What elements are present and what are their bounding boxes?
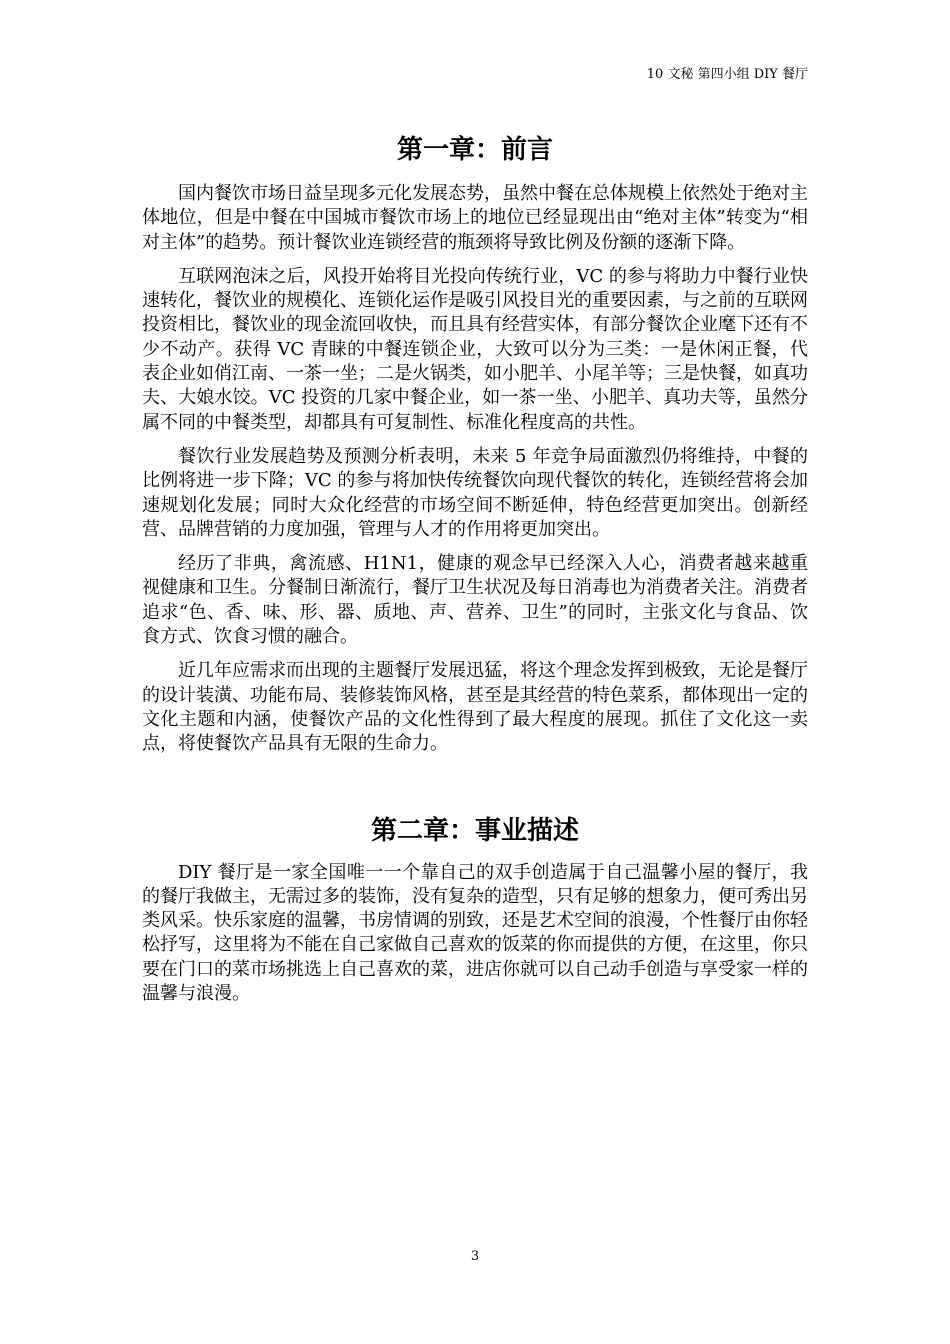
page-number: 3	[470, 1249, 480, 1264]
chapter-1-paragraph-4: 经历了非典，禽流感、H1N1，健康的观念早已经深入人心，消费者越来越重视健康和卫生。分餐制日渐流行，餐厅卫生状况及每日消毒也为消费者关注。消费者追求“色、香、味、形、器、质地、声、营养、卫生”的同时，主张文化与食品、饮食方式、饮食习惯的融合。	[142, 553, 808, 648]
chapter-1-paragraph-3: 餐饮行业发展趋势及预测分析表明，未来 5 年竞争局面激烈仍将维持，中餐的比例将进一步下降；VC 的参与将加快传统餐饮向现代餐饮的转化，连锁经营将会加速规划化发展；同时大众化经营的市场空间不断延伸，特色经营更加突出。创新经营、品牌营销的力度加强，管理与人才的作用将更加突出。	[142, 445, 808, 540]
chapter-1-paragraph-5: 近几年应需求而出现的主题餐厅发展迅猛，将这个理念发挥到极致，无论是餐厅的设计装潢、功能布局、装修装饰风格，甚至是其经营的特色菜系，都体现出一定的文化主题和内涵，使餐饮产品的文化性得到了最大程度的展现。抓住了文化这一卖点，将使餐饮产品具有无限的生命力。	[142, 660, 808, 755]
running-header: 10 文秘 第四小组 DIY 餐厅	[646, 67, 808, 82]
chapter-1-paragraph-2: 互联网泡沫之后，风投开始将目光投向传统行业，VC 的参与将助力中餐行业快速转化，餐饮业的规模化、连锁化运作是吸引风投目光的重要因素，与之前的互联网投资相比，餐饮业的现金流回收快，而且具有经营实体，有部分餐饮企业麾下还有不少不动产。获得 VC 青睐的中餐连锁企业，大致可以分为三类：一是休闲正餐，代表企业如俏江南、一茶一坐；二是火锅类，如小肥羊、小尾羊等；三是快餐，如真功夫、大娘水饺。VC 投资的几家中餐企业，如一茶一坐、小肥羊、真功夫等，虽然分属不同的中餐类型，却都具有可复制性、标准化程度高的共性。	[142, 265, 808, 433]
chapter-1-title: 第一章：前言	[396, 135, 553, 165]
page-content	[142, 128, 808, 1016]
chapter-2-paragraph-1: DIY 餐厅是一家全国唯一一个靠自己的双手创造属于自己温馨小屋的餐厅，我的餐厅我做主，无需过多的装饰，没有复杂的造型，只有足够的想象力，便可秀出另类风采。快乐家庭的温馨，书房情调的别致，还是艺术空间的浪漫，个性餐厅由你轻松抒写，这里将为不能在自己家做自己喜欢的饭菜的你而提供的方便，在这里，你只要在门口的菜市场挑选上自己喜欢的菜，进店你就可以自己动手创造与享受家一样的温馨与浪漫。	[142, 861, 808, 1005]
chapter-1-paragraph-1: 国内餐饮市场日益呈现多元化发展态势，虽然中餐在总体规模上依然处于绝对主体地位，但是中餐在中国城市餐饮市场上的地位已经显现出由“绝对主体”转变为“相对主体”的趋势。预计餐饮业连锁经营的瓶颈将导致比例及份额的逐渐下降。	[142, 183, 808, 253]
chapter-2-title: 第二章：事业描述	[370, 815, 579, 846]
